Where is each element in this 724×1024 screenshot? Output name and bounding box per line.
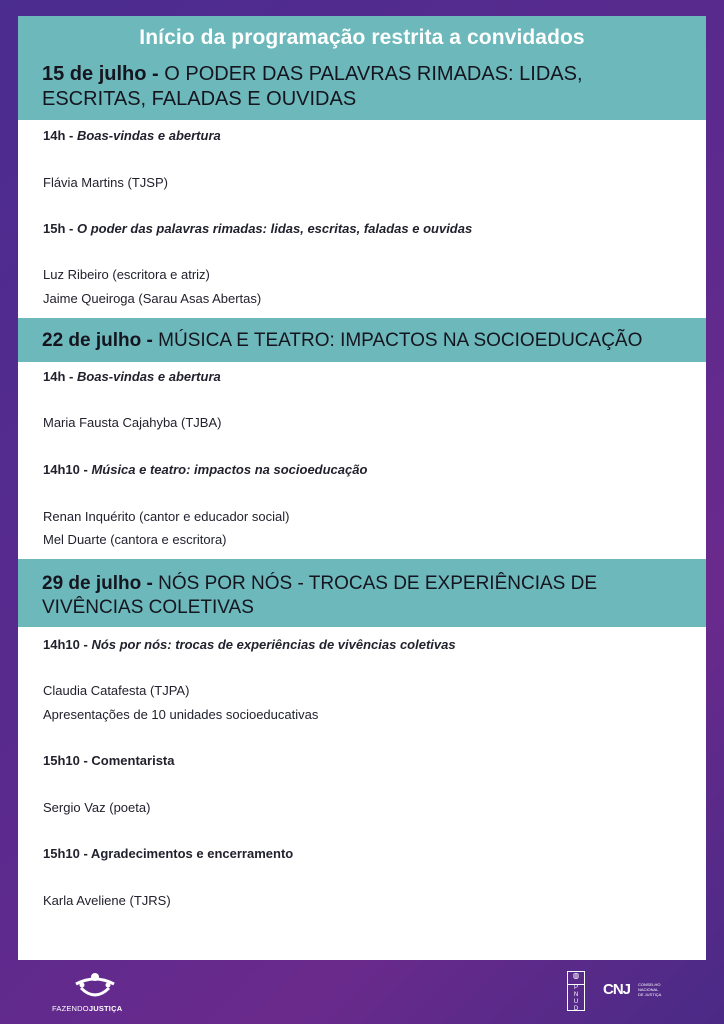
wordmark-part: JUSTIÇA — [88, 1004, 123, 1013]
session-time-title — [43, 128, 221, 143]
day-theme: MÚSICA E TEATRO: IMPACTOS NA SOCIOEDUCAÇÃO — [158, 330, 643, 351]
speaker: Karla Aveliene (TJRS) — [43, 893, 171, 908]
day-date: 22 de julho - — [42, 330, 153, 351]
session-time-title — [43, 221, 472, 236]
speaker: Claudia Catafesta (TJPA) — [43, 683, 190, 698]
speaker: Luz Ribeiro (escritora e atriz) — [43, 267, 210, 282]
session-time: 14h10 - — [43, 637, 88, 652]
speaker: Apresentações de 10 unidades socioeducativas — [43, 707, 319, 722]
fazendo-justica-logo-icon — [72, 970, 118, 1002]
day-header-29-julho — [18, 559, 706, 627]
session-time: 14h - — [43, 128, 74, 143]
session-heading: 15h10 - Comentarista — [43, 753, 175, 768]
pnud-letters: P N U D — [573, 985, 579, 1012]
session-time: 15h - — [43, 221, 74, 236]
page-title: Início da programação restrita a convidados — [139, 26, 585, 49]
day-header-15-julho — [18, 62, 706, 120]
day-theme: O PODER DAS PALAVRAS RIMADAS: LIDAS, ESCRITAS, FALADAS E OUVIDAS — [42, 63, 583, 110]
session-heading: 15h10 - Agradecimentos e encerramento — [43, 846, 294, 861]
day-header-22-julho — [18, 318, 706, 362]
session-time-title — [43, 369, 221, 384]
session-title: Nós por nós: trocas de experiências de vivências coletivas — [91, 637, 456, 652]
speaker: Jaime Queiroga (Sarau Asas Abertas) — [43, 291, 262, 306]
cnj-subtitle: CONSELHO NACIONAL DE JUSTIÇA — [638, 982, 662, 997]
day-date: 15 de julho - — [42, 63, 159, 85]
speaker: Mel Duarte (cantora e escritora) — [43, 532, 227, 547]
day-theme: NÓS POR NÓS - TROCAS DE EXPERIÊNCIAS DE VIVÊNCIAS COLETIVAS — [42, 573, 597, 618]
program-card — [18, 16, 706, 960]
session-title: Música e teatro: impactos na socioeducação — [91, 462, 368, 477]
wordmark-part: FAZENDO — [52, 1004, 89, 1013]
session-time-title — [43, 637, 456, 652]
session-time: 14h10 - — [43, 462, 88, 477]
pnud-logo — [567, 971, 585, 1011]
speaker: Flávia Martins (TJSP) — [43, 175, 168, 190]
speaker: Sergio Vaz (poeta) — [43, 800, 151, 815]
speaker: Renan Inquérito (cantor e educador social) — [43, 509, 290, 524]
session-time-title — [43, 462, 367, 477]
session-title: Boas-vindas e abertura — [76, 128, 221, 143]
fazendo-justica-wordmark — [52, 1004, 122, 1013]
session-time: 14h - — [43, 369, 74, 384]
un-emblem-icon: ◍ — [568, 972, 584, 985]
day-date: 29 de julho - — [42, 573, 153, 594]
cnj-logo: CNJ — [603, 981, 631, 998]
session-title: Boas-vindas e abertura — [76, 369, 221, 384]
speaker: Maria Fausta Cajahyba (TJBA) — [43, 415, 222, 430]
session-title: O poder das palavras rimadas: lidas, escritas, faladas e ouvidas — [76, 221, 473, 236]
